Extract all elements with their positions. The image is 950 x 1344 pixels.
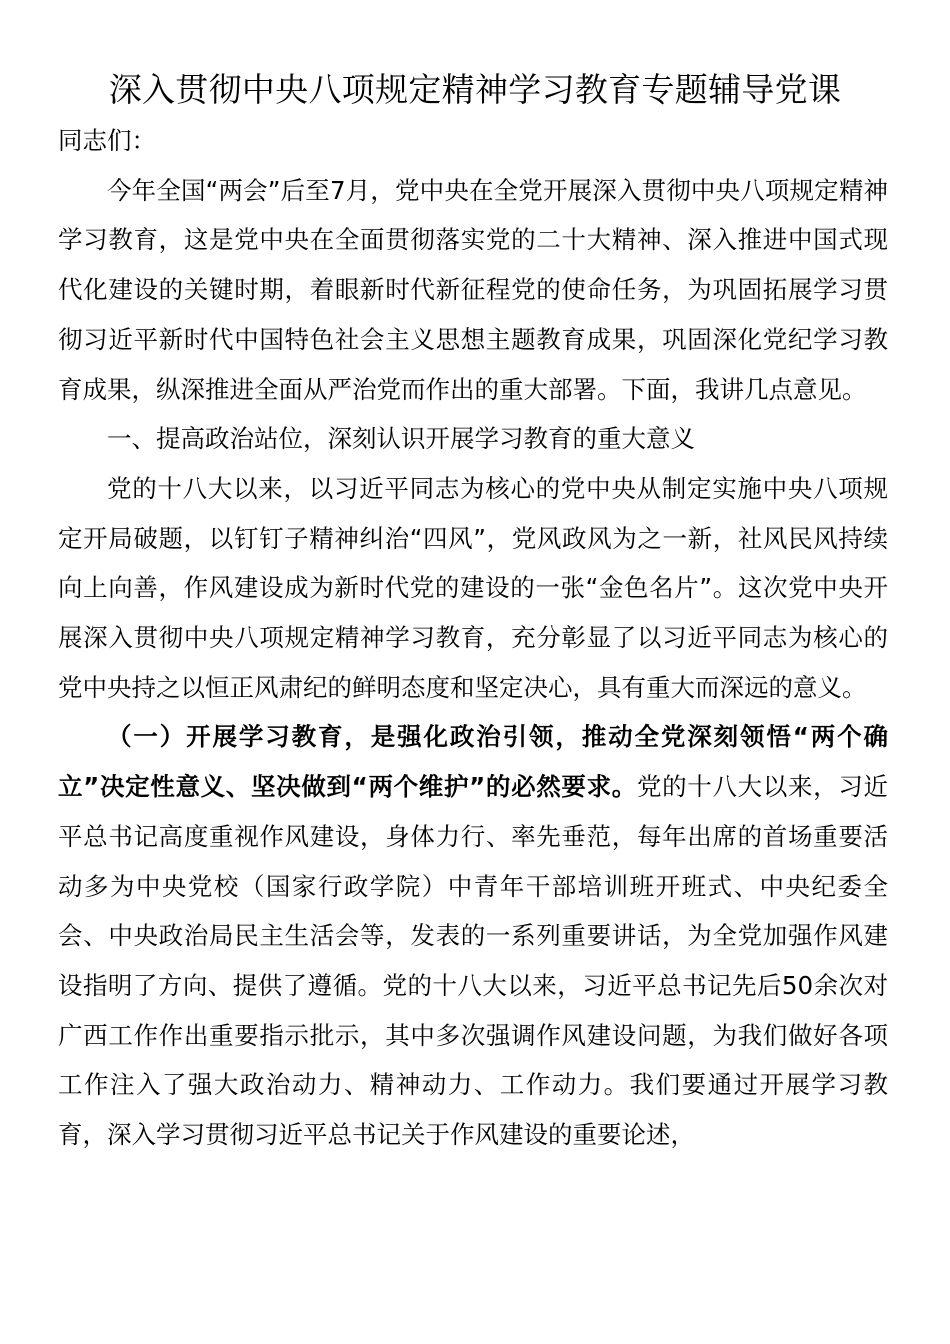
document-body <box>58 116 888 1160</box>
point-one-paragraph <box>58 712 888 1159</box>
point-one-body: 党的十八大以来，习近平总书记高度重视作风建设，身体力行、率先垂范，每年出席的首场重要活动多为中央党校（国家行政学院）中青年干部培训班开班式、中央纪委全会、中央政治局民主生活会等，发表的一系列重要讲话，为全党加强作风建设指明了方向、提供了遵循。党的十八大以来，习近平总书记先后50余次对广西工作作出重要指示批示，其中多次强调作风建设问题，为我们做好各项工作注入了强大政治动力、精神动力、工作动力。我们要通过开展学习教育，深入学习贯彻习近平总书记关于作风建设的重要论述， <box>58 772 889 1150</box>
document-title: 深入贯彻中央八项规定精神学习教育专题辅导党课 <box>108 70 842 109</box>
point-one-heading: （一）开展学习教育，是强化政治引领，推动全党深刻领悟“两个确立”决定性意义、坚决做到“两个维护”的必然要求。 <box>58 722 888 802</box>
salutation: 同志们： <box>58 126 156 155</box>
section-heading: 一、提高政治站位，深刻认识开展学习教育的重大意义 <box>107 424 695 454</box>
intro-paragraph: 今年全国“两会”后至7月，党中央在全党开展深入贯彻中央八项规定精神学习教育，这是党中央在全面贯彻落实党的二十大精神、深入推进中国式现代化建设的关键时期，着眼新时代新征程党的使命任务，为巩固拓展学习贯彻习近平新时代中国特色社会主义思想主题教育成果，巩固深化党纪学习教育成果，纵深推进全面从严治党而作出的重大部署。下面，我讲几点意见。 <box>58 175 888 404</box>
section-paragraph: 党的十八大以来，以习近平同志为核心的党中央从制定实施中央八项规定开局破题，以钉钉子精神纠治“四风”，党风政风为之一新，社风民风持续向上向善，作风建设成为新时代党的建设的一张“金色名片”。这次党中央开展深入贯彻中央八项规定精神学习教育，充分彰显了以习近平同志为核心的党中央持之以恒正风肃纪的鲜明态度和坚定决心，具有重大而深远的意义。 <box>58 473 888 702</box>
